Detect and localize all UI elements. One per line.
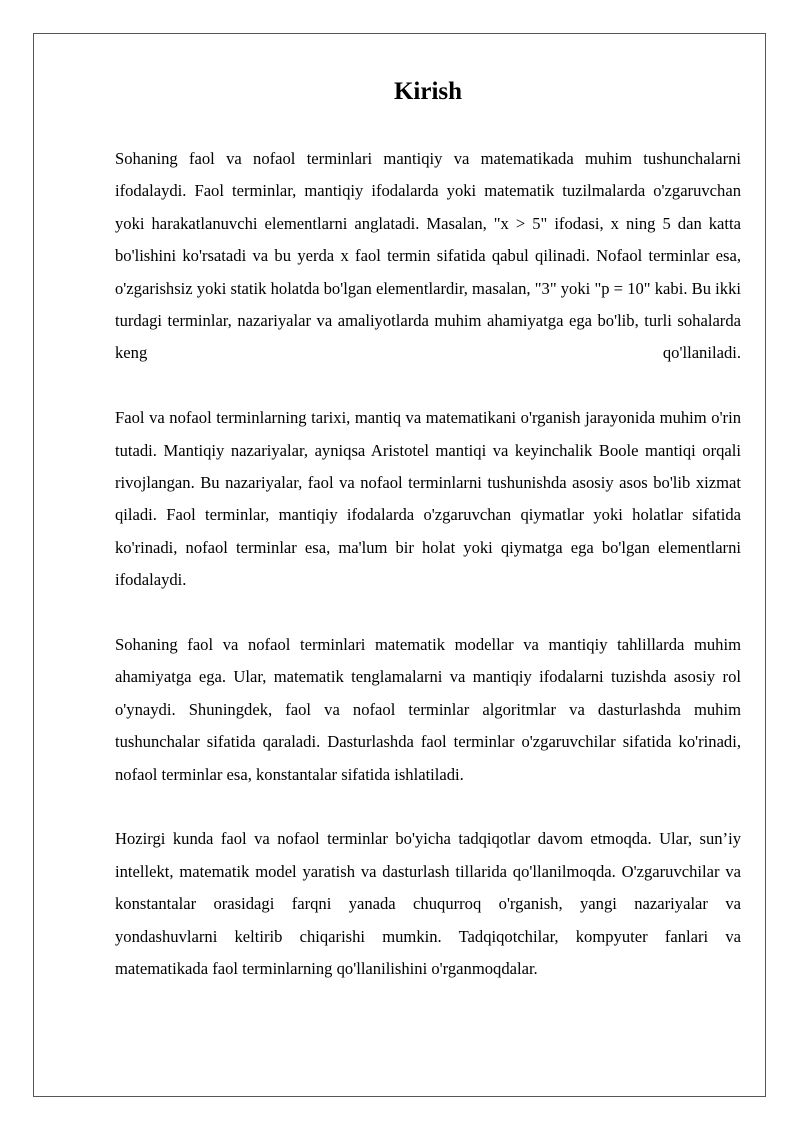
paragraph-3: Sohaning faol va nofaol terminlari matematik modellar va mantiqiy tahlillarda muhim ahamiyatga ega. Ular, matematik tenglamalarni va mantiqiy ifodalarni tuzishda asosiy rol o'ynaydi. Shuningdek, faol va nofaol terminlar algoritmlar va dasturlashda muhim tushunchalar sifatida qaraladi. Dasturlashda faol terminlar o'zgaruvchilar sifatida ko'rinadi, nofaol terminlar esa, konstantalar sifatida ishlatiladi. xyxy=(115,635,741,784)
paragraph-4: Hozirgi kunda faol va nofaol terminlar bo'yicha tadqiqotlar davom etmoqda. Ular, sun’iy intellekt, matematik model yaratish va dasturlash tillarida qo'llanilmoqda. O'zgaruvchilar va konstantalar orasidagi farqni yanada chuqurroq o'rganish, yangi nazariyalar va yondashuvlarni keltirib chiqarishi mumkin. Tadqiqotchilar, kompyuter fanlari va matematikada faol terminlarning qo'llanilishini o'rganmoqdalar. xyxy=(115,829,741,979)
page-title: Kirish xyxy=(393,78,463,105)
paragraph-spacer xyxy=(115,370,741,402)
paragraph-2: Faol va nofaol terminlarning tarixi, mantiq va matematikani o'rganish jarayonida muhim o'rin tutadi. Mantiqiy nazariyalar, ayniqsa Aristotel mantiqi va keyinchalik Boole mantiqi orqali rivojlangan. Bu nazariyalar, faol va nofaol terminlarni tushunishda asosiy asos bo'lib xizmat qiladi. Faol terminlar, mantiqiy ifodalarda o'zgaruvchan qiymatlar yoki holatlar sifatida ko'rinadi, nofaol terminlar esa, ma'lum bir holat yoki qiymatga ega bo'lgan elementlarni ifodalaydi. xyxy=(115,408,741,590)
document-body xyxy=(115,143,741,986)
paragraph-spacer xyxy=(115,597,741,629)
paragraph-spacer xyxy=(115,791,741,823)
paragraph-1: Sohaning faol va nofaol terminlari mantiqiy va matematikada muhim tushunchalarni ifodalaydi. Faol terminlar, mantiqiy ifodalarda yoki matematik tuzilmalarda o'zgaruvchan yoki harakatlanuvchi elementlarni anglatadi. Masalan, "x > 5" ifodasi, x ning 5 dan katta bo'lishini ko'rsatadi va bu yerda x faol termin sifatida qabul qilinadi. Nofaol terminlar esa, o'zgarishsiz yoki statik holatda bo'lgan elementlardir, masalan, "3" yoki "p = 10" kabi. Bu ikki turdagi terminlar, nazariyalar va amaliyotlarda muhim ahamiyatga ega bo'lib, turli sohalarda keng qo'llaniladi. xyxy=(115,149,741,363)
